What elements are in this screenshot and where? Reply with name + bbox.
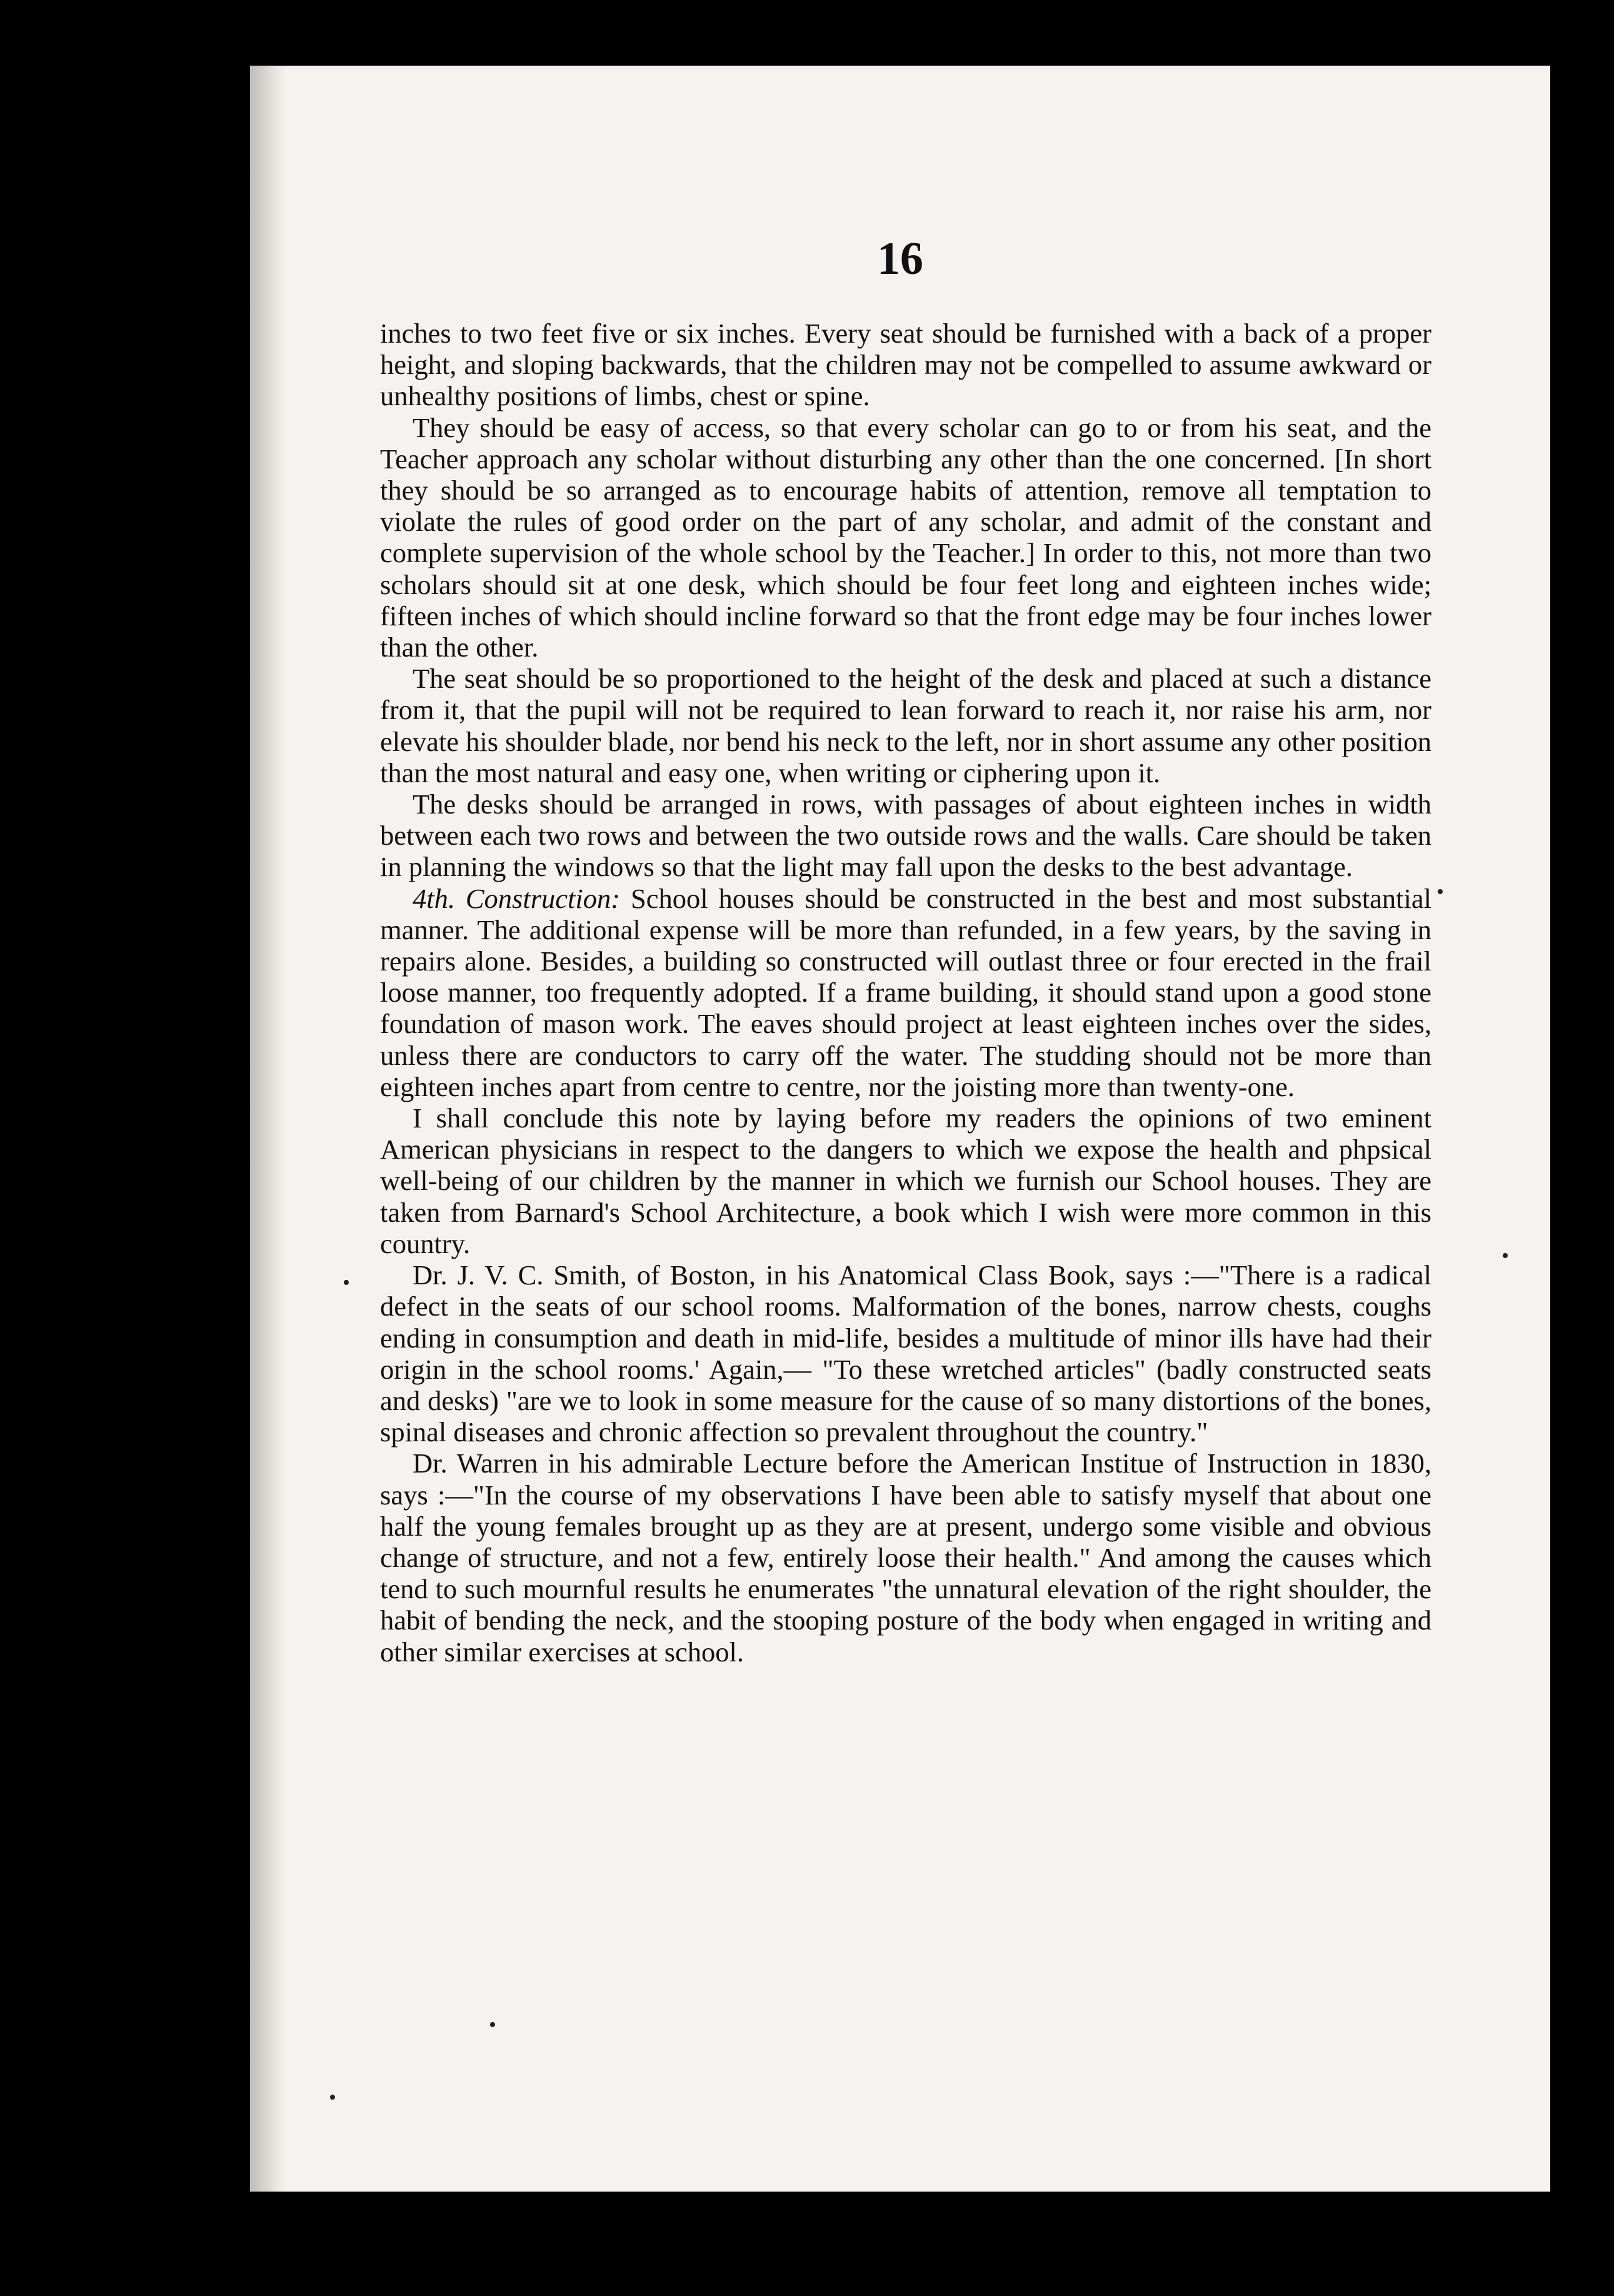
margin-speck: • xyxy=(1436,880,1444,904)
paragraph-2-text: They should be easy of access, so that every scholar can go to or from his seat, and the Teacher approach any scholar without disturbing any other than the one concerned. [In short they should be so arranged as to encourage habits of attention, remove all temptation to violate the rules of good order on the part of any scholar, and admit of the constant and complete supervision of the whole school by the Teacher.] In order to this, not more than two scholars should sit at one desk, which should be four feet long and eighteen inches wide; fifteen inches of which should incline forward so that the front edge may be four inches lower than the other. xyxy=(380,411,1431,663)
scan-edge xyxy=(1595,0,1613,2296)
section-label: 4th. Construction: xyxy=(413,882,621,914)
paragraph-3 xyxy=(380,663,1431,788)
paragraph-5-text: School houses should be constructed in the best and most substantial manner. The additional expense will be more than refunded, in a few years, by the saving in repairs alone. Besides, a building so constructed will outlast three or four erected in the frail loose manner, too frequently adopted. If a frame building, it should stand upon a good stone foundation of mason work. The eaves should project at least eighteen inches over the sides, unless there are conductors to carry off the water. The studding should not be more than eighteen inches apart from centre to centre, nor the joisting more than twenty-one. xyxy=(380,882,1431,1102)
margin-speck: • xyxy=(343,1271,350,1294)
paragraph-1-text: inches to two feet five or six inches. Every seat should be furnished with a back of a proper height, and sloping backwards, that the children may not be compelled to assume awkward or unhealthy positions of limbs, chest or spine. xyxy=(380,318,1431,412)
body-text xyxy=(380,318,1431,1668)
paragraph-1 xyxy=(380,318,1431,412)
paragraph-3-text: The seat should be so proportioned to the height of the desk and placed at such a distance from it, that the pupil will not be required to lean forward to reach it, nor raise his arm, nor elevate his shoulder blade, nor bend his neck to the left, nor in short assume any other position than the most natural and easy one, when writing or ciphering upon it. xyxy=(380,663,1431,788)
margin-speck: • xyxy=(489,2013,496,2037)
paragraph-7 xyxy=(380,1259,1431,1448)
paragraph-2 xyxy=(380,412,1431,663)
paragraph-4-text: The desks should be arranged in rows, with passages of about eighteen inches in width between each two rows and between the two outside rows and the walls. Care should be taken in planning the windows so that the light may fall upon the desks to the best advantage. xyxy=(380,788,1431,883)
margin-speck: • xyxy=(329,2086,336,2109)
paragraph-5 xyxy=(380,883,1431,1102)
margin-speck: • xyxy=(1501,1244,1509,1267)
paragraph-8-text: Dr. Warren in his admirable Lecture before the American Institue of Instruction in 1830, says :—"In the course of my observations I have been able to satisfy myself that about one half the young females brought up as they are at present, undergo some visible and obvious change of structure, and not a few, entirely loose their health." And among the causes which tend to such mournful results he enumerates "the unnatural elevation of the right shoulder, the habit of bending the neck, and the stooping posture of the body when engaged in writing and other similar exercises at school. xyxy=(380,1448,1431,1668)
paragraph-6 xyxy=(380,1102,1431,1259)
page-number: 16 xyxy=(877,233,923,284)
paragraph-4 xyxy=(380,788,1431,883)
paragraph-6-text: I shall conclude this note by laying before my readers the opinions of two eminent American physicians in respect to the dangers to which we expose the health and phpsical well-being of our children by the manner in which we furnish our School houses. They are taken from Barnard's School Architecture, a book which I wish were more common in this country. xyxy=(380,1102,1431,1259)
binding-shadow xyxy=(250,66,288,2192)
paragraph-8 xyxy=(380,1448,1431,1667)
paragraph-7-text: Dr. J. V. C. Smith, of Boston, in his Anatomical Class Book, says :—"There is a radical defect in the seats of our school rooms. Malformation of the bones, narrow chests, coughs ending in consumption and death in mid-life, besides a multitude of minor ills have had their origin in the school rooms.' Again,— "To these wretched articles" (badly constructed seats and desks) "are we to look in some measure for the cause of so many distortions of the bones, spinal diseases and chronic affection so prevalent throughout the country." xyxy=(380,1259,1431,1448)
